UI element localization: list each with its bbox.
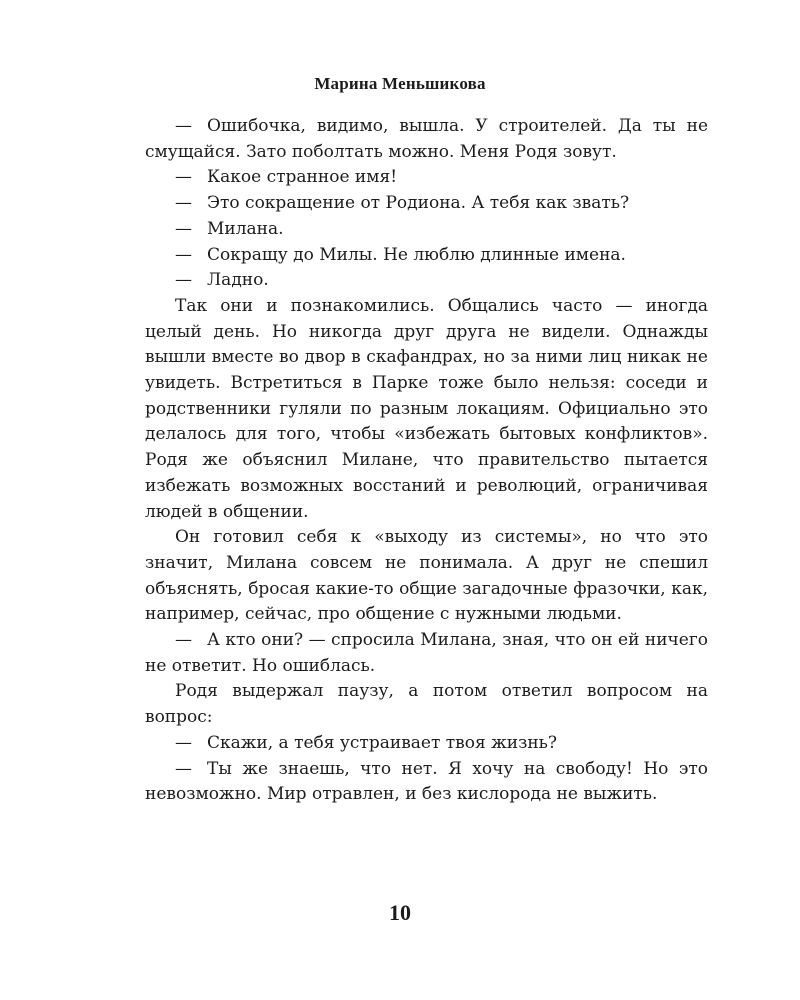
paragraph-text: Это сокращение от Родиона. А тебя как звать?	[207, 193, 630, 214]
dialogue-dash: —	[175, 193, 192, 214]
paragraph	[145, 114, 708, 165]
paragraph-text: Ладно.	[207, 270, 269, 291]
dialogue-dash: —	[175, 116, 192, 136]
paragraph	[145, 165, 708, 191]
running-head-author: Марина Меньшикова	[314, 74, 486, 93]
paragraph-text: Ошибочка, видимо, вышла. У строителей. Да ты не смущайся. Зато поболтать можно. Меня Родя зовут.	[145, 116, 708, 162]
paragraph	[145, 217, 708, 243]
paragraph	[145, 525, 708, 628]
dialogue-dash: —	[175, 167, 192, 188]
paragraph-text: А кто они? — спросила Милана, зная, что он ей ничего не ответит. Но ошиблась.	[145, 630, 708, 676]
dialogue-dash: —	[175, 630, 192, 651]
paragraph-text: Сокращу до Милы. Не люблю длинные имена.	[207, 244, 626, 265]
paragraph	[145, 243, 708, 269]
paragraph-text: Ты же знаешь, что нет. Я хочу на свободу! Но это невозможно. Мир отравлен, и без кислорода не выжить.	[145, 758, 708, 805]
paragraph	[145, 294, 708, 525]
paragraph	[145, 628, 708, 679]
paragraph-text: Скажи, а тебя устраивает твоя жизнь?	[207, 732, 558, 753]
paragraph-text: Милана.	[207, 218, 284, 239]
paragraph	[145, 679, 708, 730]
page-number: 10	[389, 900, 411, 925]
paragraph-text: Какое странное имя!	[207, 167, 398, 188]
paragraph	[145, 757, 708, 808]
paragraph	[145, 268, 708, 294]
paragraph-text: Родя выдержал паузу, а потом ответил вопросом на вопрос:	[145, 681, 708, 728]
dialogue-dash: —	[175, 244, 192, 265]
paragraph-text: Так они и познакомились. Общались часто — иногда целый день. Но никогда друг друга не видели. Однажды вышли вместе во двор в скафандрах, но за ними лиц никак не увидеть. Встретиться в Парке тоже было нельзя: соседи и родственники гуляли по разным локациям. Официально это делалось для того, чтобы «избежать бытовых конфликтов». Родя же объяснил Милане, что правительство пытается избежать возможных восстаний и революций, ограничивая людей в общении.	[145, 295, 708, 522]
body-text	[145, 114, 708, 808]
dialogue-dash: —	[175, 218, 192, 239]
dialogue-dash: —	[175, 732, 192, 753]
paragraph	[145, 191, 708, 217]
dialogue-dash: —	[175, 758, 192, 779]
dialogue-dash: —	[175, 270, 192, 291]
paragraph-text: Он готовил себя к «выходу из системы», но что это значит, Милана совсем не понимала. А друг не спешил объяснять, бросая какие-то общие загадочные фразочки, как, например, сейчас, про общение с нужными людьми.	[145, 527, 708, 625]
paragraph	[145, 731, 708, 757]
